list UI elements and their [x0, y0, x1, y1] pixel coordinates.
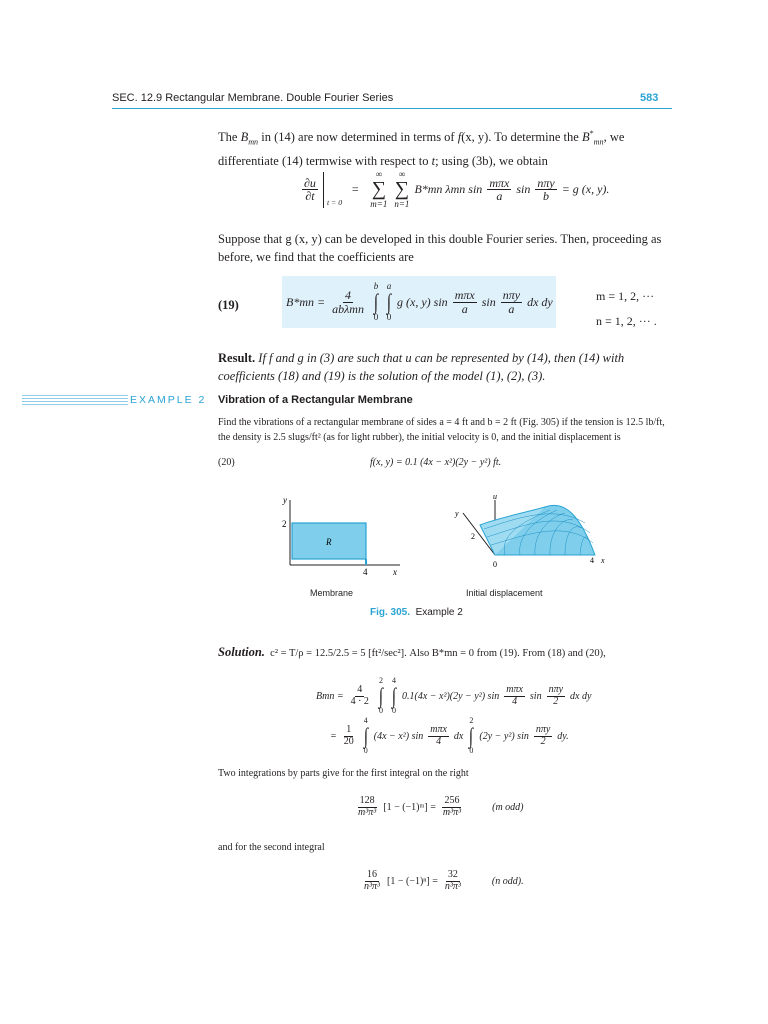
solution-paragraph: Solution. c² = T/ρ = 12.5/2.5 = 5 [ft²/sec²]. Also B*mn = 0 from (19). From (18) and (20),: [218, 645, 606, 659]
equation-second-integral: $\frac{16}{\text{n³π³}}$ [1 − (−1)ⁿ] = $\frac{32}{\text{n³π³}}$ (n odd).: [364, 869, 524, 892]
second-integral-text: and for the second integral: [218, 842, 325, 853]
example-label: EXAMPLE 2: [130, 394, 207, 406]
membrane-y-label: y: [283, 495, 287, 505]
membrane-region-label: R: [326, 537, 332, 547]
equation-number-19: (19): [218, 298, 239, 312]
equation-first-integral: $\frac{128}{\text{m³π³}}$ [1 − (−1)ᵐ] = $\frac{256}{\text{m³π³}}$ (m odd): [358, 795, 524, 818]
disp-x-label: x: [601, 556, 605, 565]
example-text: Find the vibrations of a rectangular membrane of sides a = 4 ft and b = 2 ft (Fig. 305) if the tension is 12.5 lb/ft, the density is 2.5 slugs/ft² (as for light rubber), the initial velocity is 0, and the initial displacement is: [218, 417, 665, 443]
membrane-tick-2: 2: [282, 519, 287, 529]
running-header: SEC. 12.9 Rectangular Membrane. Double Fourier Series: [112, 92, 394, 104]
disp-u-label: u: [493, 495, 497, 501]
equation-du-dt: $\frac{\partial u}{\partial t}$ $_{t = 0}$ = ∞ ∑ m=1 ∞ ∑ n=1 B*mn λmn sin $\frac{\text{mπx}}{a}$ sin $\frac{\text{nπy}}{b}$ = g (x, y).: [304, 169, 610, 210]
paragraph-fourier: Suppose that g (x, y) can be developed in this double Fourier series. Then, proceeding as before, we find that the coefficients are: [218, 232, 662, 264]
disp-tick-2: 2: [471, 532, 475, 541]
membrane-tick-4: 4: [363, 567, 368, 577]
membrane-figure: [280, 495, 410, 580]
equation-bmn-1: Bmn = $\frac{4}{4 \cdot 2}$ 2 ∫ 0 4 ∫ 0 0.1(4x − x²)(2y − y²) sin $\frac{\text{mπx}}{4}$ sin $\frac{\text{nπy}}{2}$ dx dy: [316, 676, 592, 716]
result-paragraph: Result. If f and g in (3) are such that u can be represented by (14), then (14) with coefficients (18) and (19) is the solution of the model (1), (2), (3).: [218, 351, 625, 383]
caption-displacement: Initial displacement: [466, 588, 543, 598]
m-range: m = 1, 2, ···: [596, 289, 655, 303]
figure-caption: Fig. 305. Example 2: [370, 607, 463, 618]
n-range: n = 1, 2, ··· .: [596, 314, 657, 328]
equation-19: B*mn = $\frac{4}{\text{abλmn}}$ b ∫ 0 a ∫ 0 g (x, y) sin $\frac{\text{mπx}}{a}$ sin $\frac{\text{nπy}}{a}$ dx dy: [286, 281, 553, 323]
disp-tick-4: 4: [590, 556, 594, 565]
disp-tick-0: 0: [493, 560, 497, 569]
equation-20: f(x, y) = 0.1 (4x − x²)(2y − y²) ft.: [370, 457, 502, 468]
example-title: Vibration of a Rectangular Membrane: [218, 394, 413, 406]
equation-bmn-2: = $\frac{1}{20}$ 4 ∫ 0 (4x − x²) sin $\frac{\text{mπx}}{4}$ dx 2 ∫ 0 (2y − y²) sin $\frac{\text{nπy}}{2}$ dy.: [330, 716, 569, 756]
disp-y-label: y: [455, 509, 459, 518]
membrane-x-label: x: [393, 567, 397, 577]
equation-number-20: (20): [218, 457, 235, 468]
displacement-figure: [445, 495, 625, 575]
header-rule: [112, 108, 672, 109]
two-integrations-text: Two integrations by parts give for the first integral on the right: [218, 768, 469, 779]
page-number: 583: [640, 92, 659, 104]
paragraph-coefficients: The $B_{mn}$ in (14) are now determined in terms of f(x, y). To determine the $B^*_{mn}$, we differentiate (14) termwise with respect to t; using (3b), we obtain: [218, 129, 625, 168]
caption-membrane: Membrane: [310, 588, 354, 598]
